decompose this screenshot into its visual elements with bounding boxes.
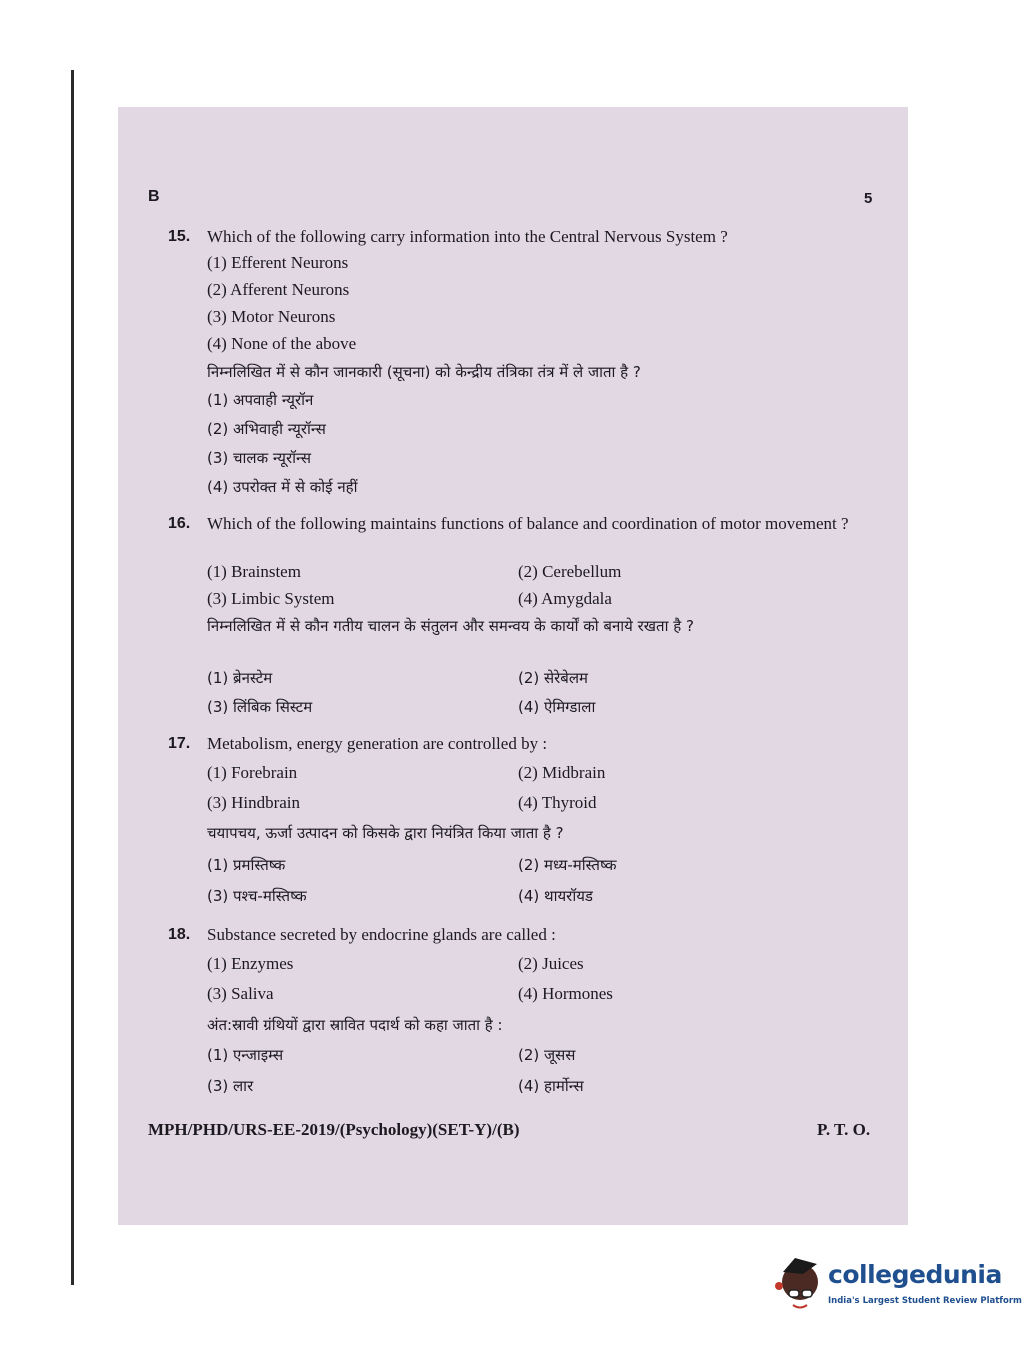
option-hi: (2) मध्य-मस्तिष्क [518, 856, 617, 874]
option-hi: (4) हार्मोन्स [518, 1077, 584, 1095]
question-text-en: Which of the following carry information into the Central Nervous System ? [207, 227, 728, 246]
set-letter: B [148, 188, 160, 205]
question-number: 16. [168, 515, 191, 532]
option-en: (1) Brainstem [207, 562, 301, 581]
option-en: (1) Enzymes [207, 954, 294, 973]
option-en: (4) Amygdala [518, 589, 612, 608]
option-en: (3) Hindbrain [207, 793, 301, 812]
option-hi: (3) लार [207, 1077, 254, 1095]
option-hi: (2) जूसस [518, 1046, 576, 1064]
option-en: (3) Limbic System [207, 589, 335, 608]
page-number: 5 [864, 190, 873, 207]
option-en: (3) Saliva [207, 984, 274, 1003]
watermark-tagline: India's Largest Student Review Platform [828, 1296, 1022, 1306]
option-hi: (3) लिंबिक सिस्टम [207, 698, 313, 716]
option-hi: (3) चालक न्यूरॉन्स [207, 449, 311, 467]
option-hi: (3) पश्च-मस्तिष्क [207, 887, 307, 905]
paper-code: MPH/PHD/URS-EE-2019/(Psychology)(SET-Y)/(B) [148, 1120, 520, 1139]
option-en: (2) Juices [518, 954, 584, 973]
question-number: 17. [168, 735, 191, 752]
option-en: (2) Afferent Neurons [207, 280, 350, 299]
option-hi: (4) थायरॉयड [518, 887, 593, 905]
option-hi: (1) ब्रेनस्टेम [207, 669, 273, 687]
question-text-en: Which of the following maintains functions of balance and coordination of motor movement ? [207, 514, 849, 533]
question-text-hi: निम्नलिखित में से कौन जानकारी (सूचना) को केन्द्रीय तंत्रिका तंत्र में ले जाता है ? [207, 363, 641, 381]
watermark-brand: collegedunia [828, 1260, 1002, 1289]
option-en: (1) Forebrain [207, 763, 298, 782]
question-number: 15. [168, 228, 191, 245]
question-text-hi: चयापचय, ऊर्जा उत्पादन को किसके द्वारा नियंत्रित किया जाता है ? [207, 824, 564, 842]
option-hi: (1) एन्जाइम्स [207, 1046, 284, 1064]
option-hi: (4) ऐमिग्डाला [518, 698, 596, 716]
question-text-hi: अंत:स्रावी ग्रंथियों द्वारा स्रावित पदार्थ को कहा जाता है : [207, 1016, 503, 1034]
option-en: (2) Cerebellum [518, 562, 622, 581]
pto-label: P. T. O. [817, 1120, 871, 1139]
option-hi: (1) अपवाही न्यूरॉन [207, 391, 314, 409]
question-text-en: Substance secreted by endocrine glands are called : [207, 925, 556, 944]
option-en: (3) Motor Neurons [207, 307, 336, 326]
option-en: (4) Thyroid [518, 793, 597, 812]
option-en: (4) Hormones [518, 984, 613, 1003]
question-text-en: Metabolism, energy generation are controlled by : [207, 734, 548, 753]
option-en: (2) Midbrain [518, 763, 606, 782]
option-en: (4) None of the above [207, 334, 357, 353]
question-text-hi: निम्नलिखित में से कौन गतीय चालन के संतुलन और समन्वय के कार्यों को बनाये रखता है ? [207, 617, 694, 635]
option-en: (1) Efferent Neurons [207, 253, 349, 272]
question-number: 18. [168, 926, 191, 943]
option-hi: (4) उपरोक्त में से कोई नहीं [207, 478, 358, 496]
option-hi: (2) अभिवाही न्यूरॉन्स [207, 420, 326, 438]
option-hi: (2) सेरेबेलम [518, 669, 588, 687]
option-hi: (1) प्रमस्तिष्क [207, 856, 286, 874]
